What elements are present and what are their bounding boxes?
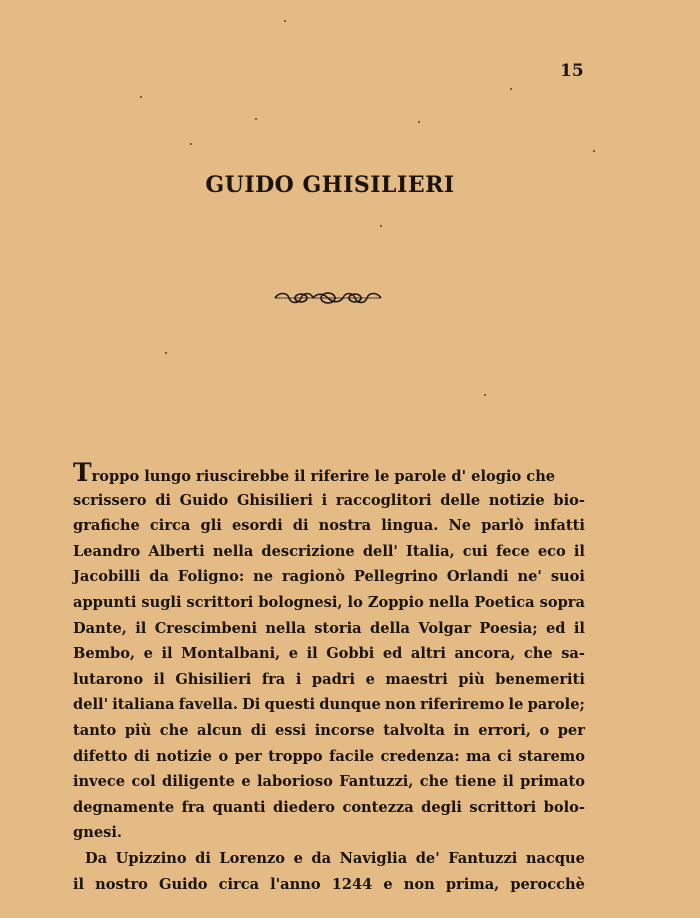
text-line: Dante, il Crescimbeni nella storia della Volgar Poesia; ed il [73, 619, 585, 637]
text-line: Leandro Alberti nella descrizione dell' Italia, cui fece eco il [73, 542, 585, 560]
dropcap: T [73, 458, 92, 487]
text-line: grafiche circa gli esordi di nostra lingua. Ne parlò infatti [73, 517, 585, 535]
text-line: gnesi. [73, 824, 122, 842]
text-line: degnamente fra quanti diedero contezza degli scrittori bolo- [73, 798, 585, 816]
text-line: Da Upizzino di Lorenzo e da Naviglia de' Fantuzzi nacque [85, 849, 585, 867]
text-line-content: roppo lungo riuscirebbe il riferire le parole d' elogio che [91, 468, 556, 485]
text-line: Jacobilli da Foligno: ne ragionò Pellegrino Orlandi ne' suoi [73, 568, 585, 586]
text-line: invece col diligente e laborioso Fantuzzi, che tiene il primato [73, 773, 585, 791]
chapter-title: GUIDO GHISILIERI [205, 172, 455, 198]
print-speck [380, 225, 382, 227]
text-line: tanto più che alcun di essi incorse talvolta in errori, o per [73, 721, 585, 739]
text-line: scrissero di Guido Ghisilieri i raccoglitori delle notizie bio- [73, 491, 585, 509]
page-number: 15 [560, 61, 584, 81]
text-line: il nostro Guido circa l'anno 1244 e non prima, perocchè [73, 875, 585, 893]
text-line: appunti sugli scrittori bolognesi, lo Zoppio nella Poetica sopra [73, 593, 585, 611]
text-line [73, 458, 585, 488]
text-line: Bembo, e il Montalbani, e il Gobbi ed altri ancora, che sa- [73, 645, 585, 663]
print-speck [593, 150, 595, 152]
print-speck [165, 352, 167, 354]
print-speck [484, 394, 486, 396]
print-speck [255, 118, 257, 120]
print-speck [510, 88, 512, 90]
text-line: difetto di notizie o per troppo facile credenza: ma ci staremo [73, 747, 585, 765]
print-speck [418, 121, 420, 123]
text-line: lutarono il Ghisilieri fra i padri e maestri più benemeriti [73, 670, 585, 688]
body-text [73, 458, 585, 897]
print-speck [284, 20, 286, 22]
decorative-vine-ornament-icon [273, 290, 383, 306]
print-speck [140, 96, 142, 98]
text-line: dell' italiana favella. Di questi dunque non riferiremo le parole; [73, 696, 585, 714]
print-speck [190, 143, 192, 145]
